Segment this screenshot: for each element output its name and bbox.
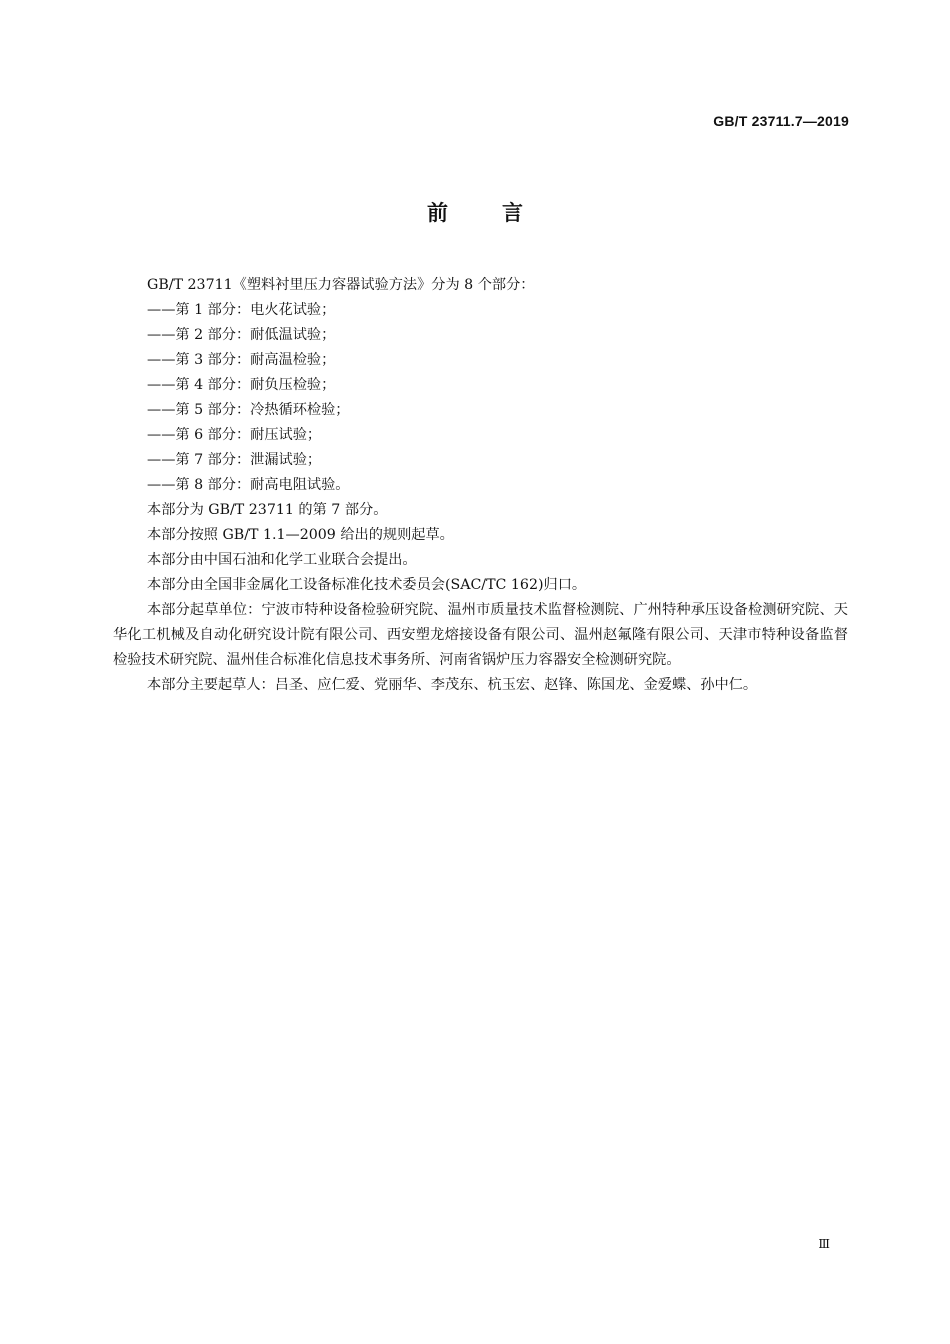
foreword-body [113, 273, 848, 698]
title-char-2: 言 [502, 201, 523, 225]
intro-paragraph: GB/T 23711《塑料衬里压力容器试验方法》分为 8 个部分： [147, 277, 535, 293]
drafting-organizations: 本部分起草单位：宁波市特种设备检验研究院、温州市质量技术监督检测院、广州特种承压设备检测研究院、天华化工机械及自动化研究设计院有限公司、西安塑龙熔接设备有限公司、温州赵氟隆有限公司、天津市特种设备监督检验技术研究院、温州佳合标准化信息技术事务所、河南省锅炉压力容器安全检测研究院。 [113, 602, 848, 668]
page-number: Ⅲ [818, 1237, 830, 1251]
title-char-1: 前 [427, 201, 448, 225]
list-item-part-1: ——第 1 部分：电火花试验； [147, 302, 336, 318]
drafting-rules: 本部分按照 GB/T 1.1—2009 给出的规则起草。 [147, 527, 454, 543]
standard-number: GB/T 23711.7—2019 [713, 113, 849, 129]
list-item-part-2: ——第 2 部分：耐低温试验； [147, 327, 336, 343]
list-item-part-5: ——第 5 部分：冷热循环检验； [147, 402, 350, 418]
list-item-part-3: ——第 3 部分：耐高温检验； [147, 352, 336, 368]
list-item-part-6: ——第 6 部分：耐压试验； [147, 427, 322, 443]
list-item-part-7: ——第 7 部分：泄漏试验； [147, 452, 322, 468]
drafters: 本部分主要起草人：吕圣、应仁爱、党丽华、李茂东、杭玉宏、赵锋、陈国龙、金爱蝶、孙中仁。 [147, 677, 758, 693]
list-item-part-8: ——第 8 部分：耐高电阻试验。 [147, 477, 350, 493]
list-item-part-4: ——第 4 部分：耐负压检验； [147, 377, 336, 393]
administrator: 本部分由全国非金属化工设备标准化技术委员会(SAC/TC 162)归口。 [147, 577, 587, 593]
proposer: 本部分由中国石油和化学工业联合会提出。 [147, 552, 417, 568]
page-title [0, 197, 950, 227]
part-statement: 本部分为 GB/T 23711 的第 7 部分。 [147, 502, 388, 518]
